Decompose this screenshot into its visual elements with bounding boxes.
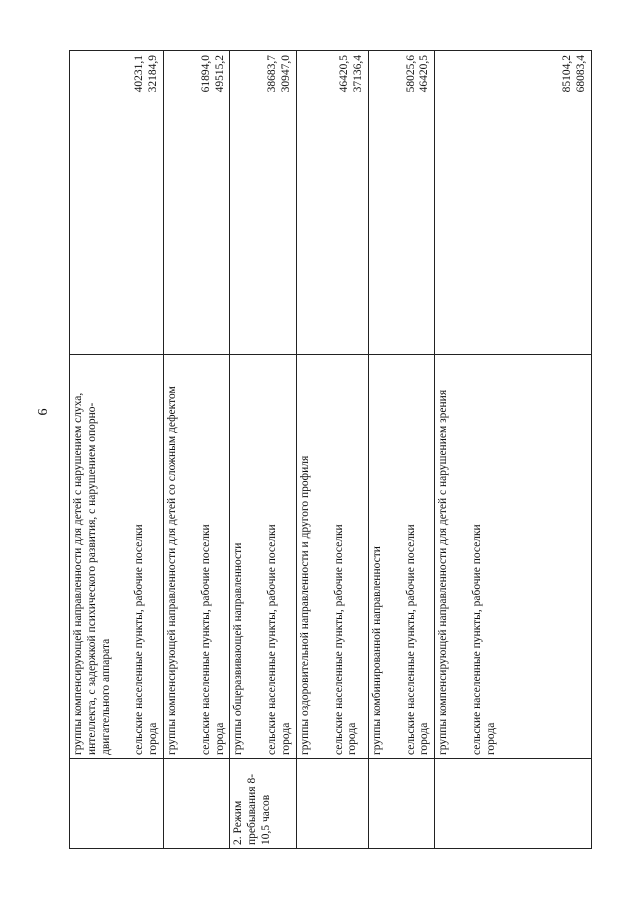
table-cell-empty [368, 759, 434, 849]
value: 68083,4 [575, 55, 588, 93]
table-row [230, 355, 296, 759]
table-row [70, 355, 164, 759]
value: 40231,1 [133, 55, 146, 93]
table-row [368, 355, 434, 759]
value-cell [163, 51, 229, 355]
row-label: сельские населенные пункты, рабочие поселки города [133, 524, 160, 755]
row-label: сельские населенные пункты, рабочие поселки города [199, 524, 226, 755]
value: 38683,7 [266, 55, 279, 93]
value-cell [368, 51, 434, 355]
value: 49515,2 [213, 55, 226, 93]
value: 46420,5 [418, 55, 431, 93]
value-cell [435, 51, 592, 355]
row-label: сельские населенные пункты, рабочие поселки города [332, 524, 359, 755]
page-number: 6 [36, 408, 51, 416]
group-title: группы оздоровительной направленности и другого профиля [298, 455, 311, 755]
value: 61894,0 [199, 55, 212, 93]
regime-cell: 2. Режим пребывания 8-10,5 часов [230, 759, 296, 849]
table-cell-empty [435, 759, 592, 849]
table-cell-empty [163, 759, 229, 849]
row-label: сельские населенные пункты, рабочие поселки города [266, 524, 292, 755]
group-title: группы компенсирующей направленности для детей с нарушением слуха, интеллекта, с задержкой психического развития, с нарушением опорно-двигательного аппарата [72, 392, 112, 755]
value: 32184,9 [147, 55, 160, 93]
rotated-table-container [69, 51, 592, 849]
table-row [163, 355, 229, 759]
value-cell [296, 51, 368, 355]
group-title: группы общеразвивающей направленности [232, 542, 245, 755]
group-title: группы компенсирующей направленности для детей с нарушением зрения [437, 389, 450, 755]
value: 58025,6 [404, 55, 417, 93]
group-title: группы компенсирующей направленности для детей со сложным дефектом [165, 386, 178, 755]
value: 46420,5 [338, 55, 351, 93]
table-cell-empty [296, 759, 368, 849]
value-cell [230, 51, 296, 355]
tariff-table [69, 50, 592, 849]
table-row [296, 355, 368, 759]
row-label: сельские населенные пункты, рабочие поселки города [470, 524, 497, 755]
table-row [435, 355, 592, 759]
value: 30947,0 [279, 55, 292, 93]
value-cell [70, 51, 164, 355]
value: 85104,2 [561, 55, 574, 93]
table-cell-empty [70, 759, 164, 849]
row-label: сельские населенные пункты, рабочие поселки города [404, 524, 431, 755]
value: 37136,4 [351, 55, 364, 93]
group-title: группы комбинированной направленности [370, 546, 383, 755]
